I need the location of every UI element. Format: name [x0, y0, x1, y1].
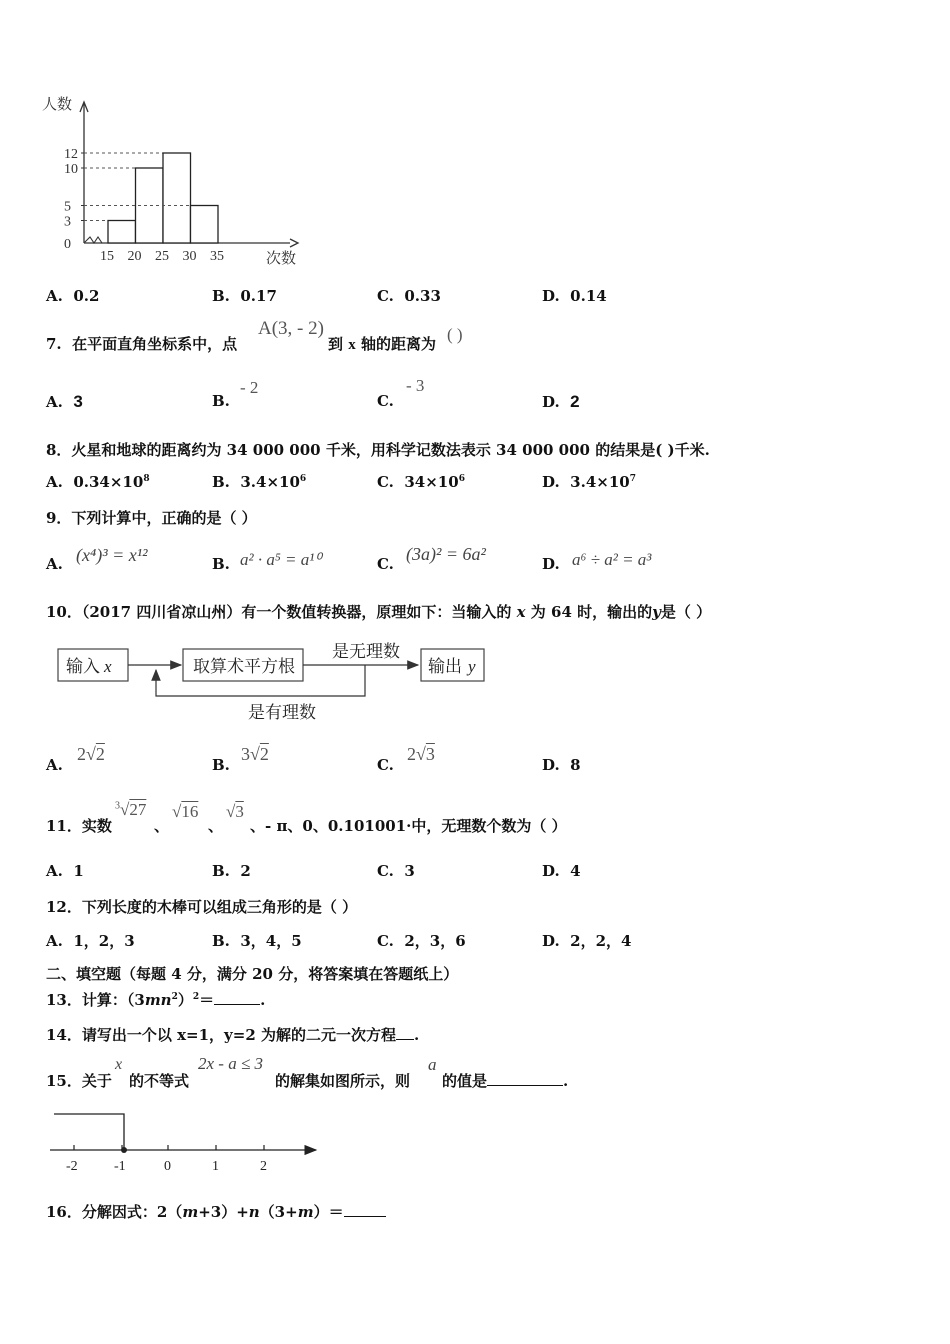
histogram-bar: [191, 206, 219, 244]
y-tick-label: 12: [64, 147, 78, 162]
q7-option-a[interactable]: A. 3: [46, 392, 83, 411]
q6-option-b[interactable]: B. 0.17: [212, 287, 277, 305]
q9-option-c[interactable]: C.: [377, 555, 394, 573]
number-line-tick-label: -2: [66, 1159, 78, 1174]
q12-option-d[interactable]: D. 2，2，4: [542, 932, 632, 950]
q15-answer-blank[interactable]: [487, 1073, 563, 1086]
q10-option-a-expr: 2√2: [77, 744, 105, 764]
sqrt-sign: √: [86, 744, 96, 764]
sqrt-sign: √: [226, 802, 236, 821]
axis-break: [84, 237, 102, 243]
q11-sep2: 、: [208, 817, 224, 835]
q11-cube-root: $^3$√27: [115, 800, 147, 819]
histogram-bar: [108, 221, 136, 244]
q16-answer-blank[interactable]: [344, 1204, 386, 1217]
q11-option-a[interactable]: A. 1: [46, 862, 84, 880]
q11-sqrt16: √16: [172, 802, 199, 821]
y-tick-label: 0: [64, 237, 71, 252]
q8-option-b[interactable]: B. $3.4\times 10^6$: [212, 473, 307, 491]
q7-option-d[interactable]: D. 2: [542, 392, 580, 411]
q15-text4: 的值是 .: [442, 1072, 569, 1090]
q12-option-c[interactable]: C. 2，3，6: [377, 932, 466, 950]
q6-option-a[interactable]: A. 0.2: [46, 287, 100, 305]
q10-flow-diagram: [56, 638, 496, 728]
q9-option-b-expr: a² · a⁵ = a¹⁰: [240, 550, 322, 569]
q15-number-line: [44, 1106, 324, 1176]
section-heading-fill-in: 二、填空题（每题 4 分，满分 20 分，将答案填在答题纸上）: [46, 965, 459, 983]
q7-option-c-value: - 3: [406, 376, 425, 395]
q15-var-x: x: [115, 1056, 123, 1073]
q7-text2: 到 x 轴的距离为: [328, 335, 436, 353]
sqrt-sign: √: [120, 800, 130, 819]
x-tick-label: 35: [210, 249, 224, 264]
q11-option-d[interactable]: D. 4: [542, 862, 581, 880]
number-line-tick-label: 0: [164, 1159, 171, 1174]
q7-stem: [46, 333, 237, 354]
q15-text2: 的不等式: [129, 1072, 190, 1090]
flow-input-label: 输入: [66, 657, 100, 676]
number-line-tick-label: 1: [212, 1159, 219, 1174]
q9-option-a-expr: (x⁴)³ = x¹²: [76, 545, 148, 565]
q11-option-c[interactable]: C. 3: [377, 862, 415, 880]
q15-text1: 15．关于: [46, 1072, 112, 1090]
q8-option-d[interactable]: D. $3.4\times 10^7$: [542, 473, 636, 491]
flow-output-var: y: [468, 657, 476, 676]
q10-option-c[interactable]: C.: [377, 756, 394, 774]
q7-option-c[interactable]: C.: [377, 392, 394, 410]
q11-sep1: 、: [154, 817, 170, 835]
number-line-tick-label: -1: [114, 1159, 126, 1174]
q10-option-b-expr: 3√2: [241, 744, 269, 764]
q13-answer-blank[interactable]: [214, 992, 260, 1005]
q15-inequality: 2x - a ≤ 3: [198, 1054, 264, 1073]
sqrt-sign: √: [250, 744, 260, 764]
y-tick-label: 10: [64, 162, 78, 177]
q6-option-d[interactable]: D. 0.14: [542, 287, 607, 305]
q11-sqrt3: √3: [226, 802, 244, 821]
flow-input-var: x: [104, 657, 112, 676]
q6-option-c[interactable]: C. 0.33: [377, 287, 441, 305]
x-tick-label: 15: [100, 249, 114, 264]
x-axis-arrow: [290, 239, 298, 247]
q8-option-c[interactable]: C. $34\times 10^6$: [377, 473, 465, 491]
q9-option-d-expr: a⁶ ÷ a² = a³: [572, 550, 652, 569]
q11-stem-end: 、- π、0、0.101001·中，无理数个数为（ ）: [250, 817, 567, 835]
q10-option-b[interactable]: B.: [212, 756, 230, 774]
q7-number: 7.: [46, 335, 62, 353]
x-tick-label: 20: [127, 249, 142, 264]
q14-answer-blank[interactable]: [396, 1027, 414, 1040]
q7-option-b-value: - 2: [240, 378, 259, 397]
q8-option-a[interactable]: A. $0.34\times 10^8$: [46, 473, 150, 491]
histogram-bar: [163, 153, 191, 243]
flow-process-label: 取算术平方根: [193, 657, 295, 676]
sqrt-sign: √: [172, 802, 182, 821]
x-tick-label: 30: [182, 249, 197, 264]
y-tick-label: 3: [64, 214, 71, 230]
q12-option-a[interactable]: A. 1，2，3: [46, 932, 135, 950]
y-tick-label: 5: [64, 199, 71, 215]
q9-option-b[interactable]: B.: [212, 555, 230, 573]
q7-answer-paren: ( ): [447, 325, 463, 344]
flow-output-label: 输出: [428, 657, 462, 676]
histogram-chart: [38, 92, 308, 272]
q11-stem-start: 11．实数: [46, 817, 112, 835]
q11-option-b[interactable]: B. 2: [212, 862, 251, 880]
q9-option-a[interactable]: A.: [46, 555, 63, 573]
flow-branch-rational: 是有理数: [248, 703, 316, 722]
q9-stem: 9．下列计算中，正确的是（ ）: [46, 509, 257, 527]
histogram-xlabel: 次数: [266, 251, 297, 267]
sqrt-sign: √: [416, 744, 426, 764]
flow-branch-irrational: 是无理数: [332, 642, 400, 661]
q7-text: 在平面直角坐标系中，点: [72, 335, 238, 353]
q10-option-d[interactable]: D. 8: [542, 756, 581, 774]
q8-stem: 8．火星和地球的距离约为 34 000 000 千米，用科学记数法表示 34 000 000 的结果是( )千米.: [46, 441, 710, 459]
q12-stem: 12．下列长度的木棒可以组成三角形的是（ ）: [46, 898, 358, 916]
solution-set-bracket: [54, 1114, 124, 1150]
q12-option-b[interactable]: B. 3，4，5: [212, 932, 302, 950]
number-line-tick-label: 2: [260, 1159, 267, 1174]
histogram-ylabel: 人数: [42, 97, 73, 113]
q13: 13．计算：$(3mn^2)^2=$ .: [46, 991, 266, 1009]
q15-var-a: a: [428, 1055, 437, 1074]
q7-point: A(3, - 2): [258, 318, 324, 339]
q10-option-a[interactable]: A.: [46, 756, 63, 774]
q9-option-c-expr: (3a)² = 6a²: [406, 544, 486, 564]
q14: 14．请写出一个以 x=1，y=2 为解的二元一次方程 .: [46, 1026, 420, 1044]
q16: 16．分解因式：2（m+3）+n（3+m）＝: [46, 1201, 386, 1222]
x-tick-label: 25: [155, 249, 169, 264]
q7-option-b[interactable]: B.: [212, 392, 230, 410]
q9-option-d[interactable]: D.: [542, 555, 560, 573]
q10-stem: 10．（2017 四川省凉山州）有一个数值转换器，原理如下：当输入的 x 为 64 时，输出的y是（ ）: [46, 603, 712, 621]
q15-text3: 的解集如图所示，则: [275, 1072, 411, 1090]
q10-option-c-expr: 2√3: [407, 744, 435, 764]
